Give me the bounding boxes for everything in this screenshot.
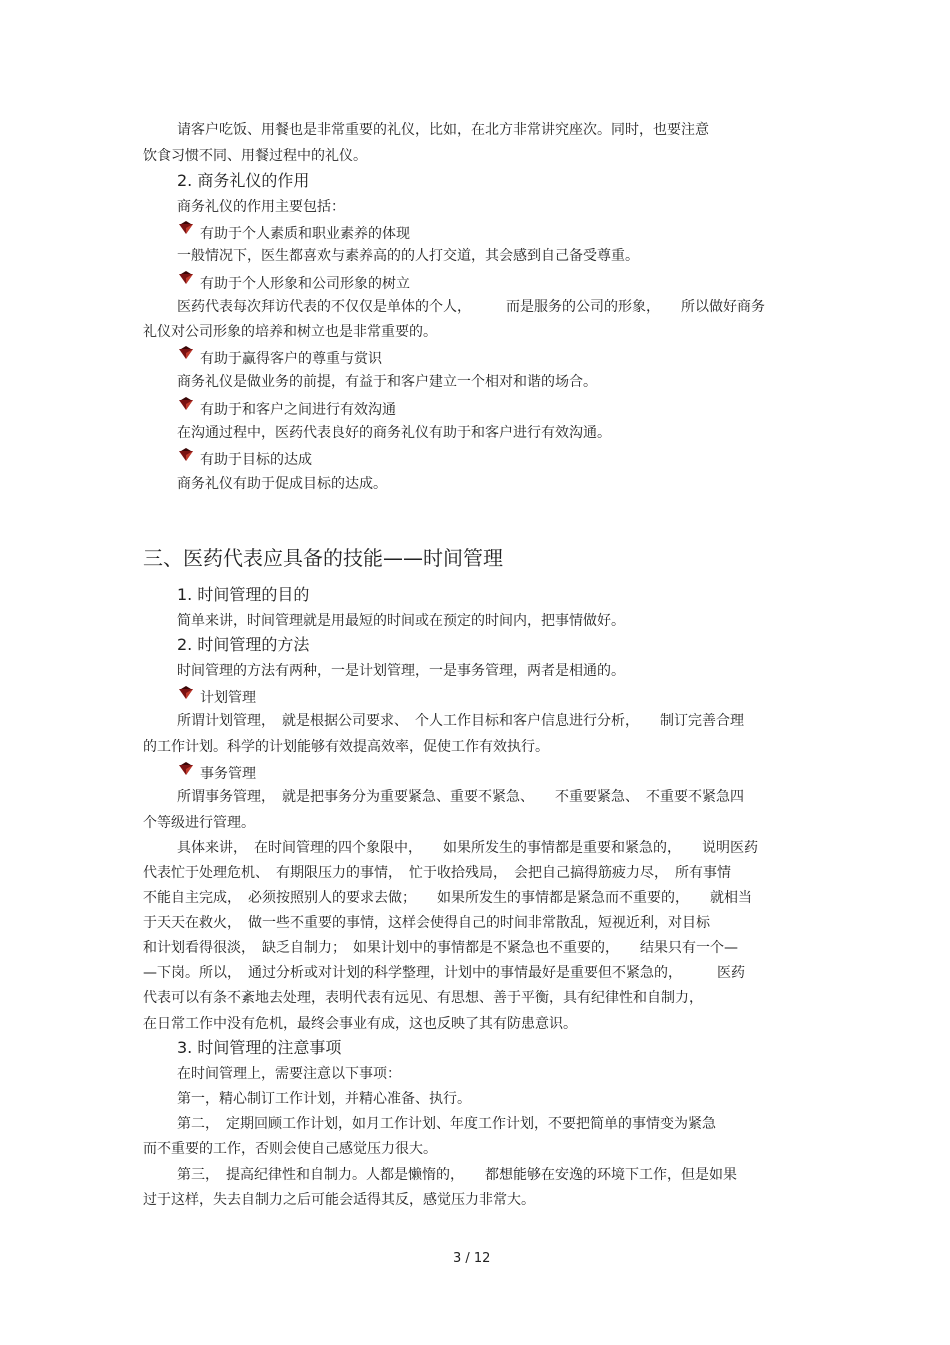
paragraph-line: 礼仪对公司形象的培养和树立也是非常重要的。: [143, 324, 437, 340]
paragraph-line: 不能自主完成， 必须按照别人的要求去做； 如果所发生的事情都是紧急而不重要的， 就相当: [143, 890, 752, 906]
paragraph-line: 而不重要的工作，否则会使自己感觉压力很大。: [143, 1141, 437, 1157]
bullet-item: 有助于和客户之间进行有效沟通: [200, 402, 396, 418]
paragraph-line: —下岗。所以， 通过分析或对计划的科学整理，计划中的事情最好是重要但不紧急的， 医药: [143, 965, 745, 981]
paragraph-line: 过于这样，失去自制力之后可能会适得其反，感觉压力非常大。: [143, 1192, 535, 1208]
bullet-item: 有助于个人形象和公司形象的树立: [200, 276, 410, 292]
bullet-item: 有助于赢得客户的尊重与赏识: [200, 351, 382, 367]
paragraph-line: 商务礼仪有助于促成目标的达成。: [177, 476, 387, 492]
paragraph-line: 所谓事务管理， 就是把事务分为重要紧急、重要不紧急、 不重要紧急、 不重要不紧急四: [177, 789, 744, 805]
paragraph-line: 在沟通过程中，医药代表良好的商务礼仪有助于和客户进行有效沟通。: [177, 425, 611, 441]
subheading: 2. 商务礼仪的作用: [177, 171, 310, 190]
paragraph-line: 商务礼仪是做业务的前提，有益于和客户建立一个相对和谐的场合。: [177, 374, 597, 390]
paragraph-line: 的工作计划。科学的计划能够有效提高效率，促使工作有效执行。: [143, 739, 549, 755]
arrow-bullet-icon: [177, 271, 195, 287]
paragraph-line: 具体来讲， 在时间管理的四个象限中， 如果所发生的事情都是重要和紧急的， 说明医药: [177, 840, 758, 856]
paragraph-line: 在时间管理上，需要注意以下事项：: [177, 1066, 401, 1082]
bullet-item: 有助于目标的达成: [200, 452, 312, 468]
paragraph-line: 第一，精心制订工作计划，并精心准备、执行。: [177, 1091, 471, 1107]
paragraph-line: 第三， 提高纪律性和自制力。人都是懒惰的， 都想能够在安逸的环境下工作，但是如果: [177, 1167, 737, 1183]
page-number: 3 / 12: [453, 1251, 491, 1266]
bullet-item: 有助于个人素质和职业素养的体现: [200, 226, 410, 242]
paragraph-line: 饮食习惯不同、用餐过程中的礼仪。: [143, 148, 367, 164]
arrow-bullet-icon: [177, 346, 195, 362]
paragraph-line: 代表忙于处理危机、 有期限压力的事情， 忙于收拾残局， 会把自己搞得筋疲力尽， 所有事情: [143, 865, 731, 881]
paragraph-line: 简单来讲，时间管理就是用最短的时间或在预定的时间内，把事情做好。: [177, 613, 625, 629]
paragraph-line: 所谓计划管理， 就是根据公司要求、 个人工作目标和客户信息进行分析， 制订完善合理: [177, 713, 744, 729]
paragraph-line: 请客户吃饭、用餐也是非常重要的礼仪，比如，在北方非常讲究座次。同时，也要注意: [177, 122, 709, 138]
arrow-bullet-icon: [177, 397, 195, 413]
arrow-bullet-icon: [177, 448, 195, 464]
subheading: 1. 时间管理的目的: [177, 585, 310, 604]
bullet-item: 事务管理: [200, 766, 256, 782]
paragraph-line: 在日常工作中没有危机，最终会事业有成，这也反映了其有防患意识。: [143, 1016, 577, 1032]
bullet-item: 计划管理: [200, 690, 256, 706]
paragraph-line: 医药代表每次拜访代表的不仅仅是单体的个人， 而是服务的公司的形象， 所以做好商务: [177, 299, 765, 315]
paragraph-line: 于天天在救火， 做一些不重要的事情，这样会使得自己的时间非常散乱，短视近利，对目标: [143, 915, 710, 931]
paragraph-line: 时间管理的方法有两种，一是计划管理，一是事务管理，两者是相通的。: [177, 663, 625, 679]
subheading: 3. 时间管理的注意事项: [177, 1038, 342, 1057]
paragraph-line: 和计划看得很淡， 缺乏自制力； 如果计划中的事情都是不紧急也不重要的， 结果只有一个—: [143, 940, 738, 956]
paragraph-line: 一般情况下，医生都喜欢与素养高的的人打交道，其会感到自己备受尊重。: [177, 248, 639, 264]
arrow-bullet-icon: [177, 686, 195, 702]
section-heading: 三、医药代表应具备的技能——时间管理: [143, 546, 503, 570]
arrow-bullet-icon: [177, 762, 195, 778]
paragraph-line: 第二， 定期回顾工作计划，如月工作计划、年度工作计划，不要把简单的事情变为紧急: [177, 1116, 716, 1132]
paragraph-line: 代表可以有条不紊地去处理，表明代表有远见、有思想、善于平衡，具有纪律性和自制力，: [143, 990, 703, 1006]
subheading: 2. 时间管理的方法: [177, 635, 310, 654]
paragraph-line: 个等级进行管理。: [143, 815, 255, 831]
paragraph-line: 商务礼仪的作用主要包括：: [177, 199, 345, 215]
arrow-bullet-icon: [177, 221, 195, 237]
